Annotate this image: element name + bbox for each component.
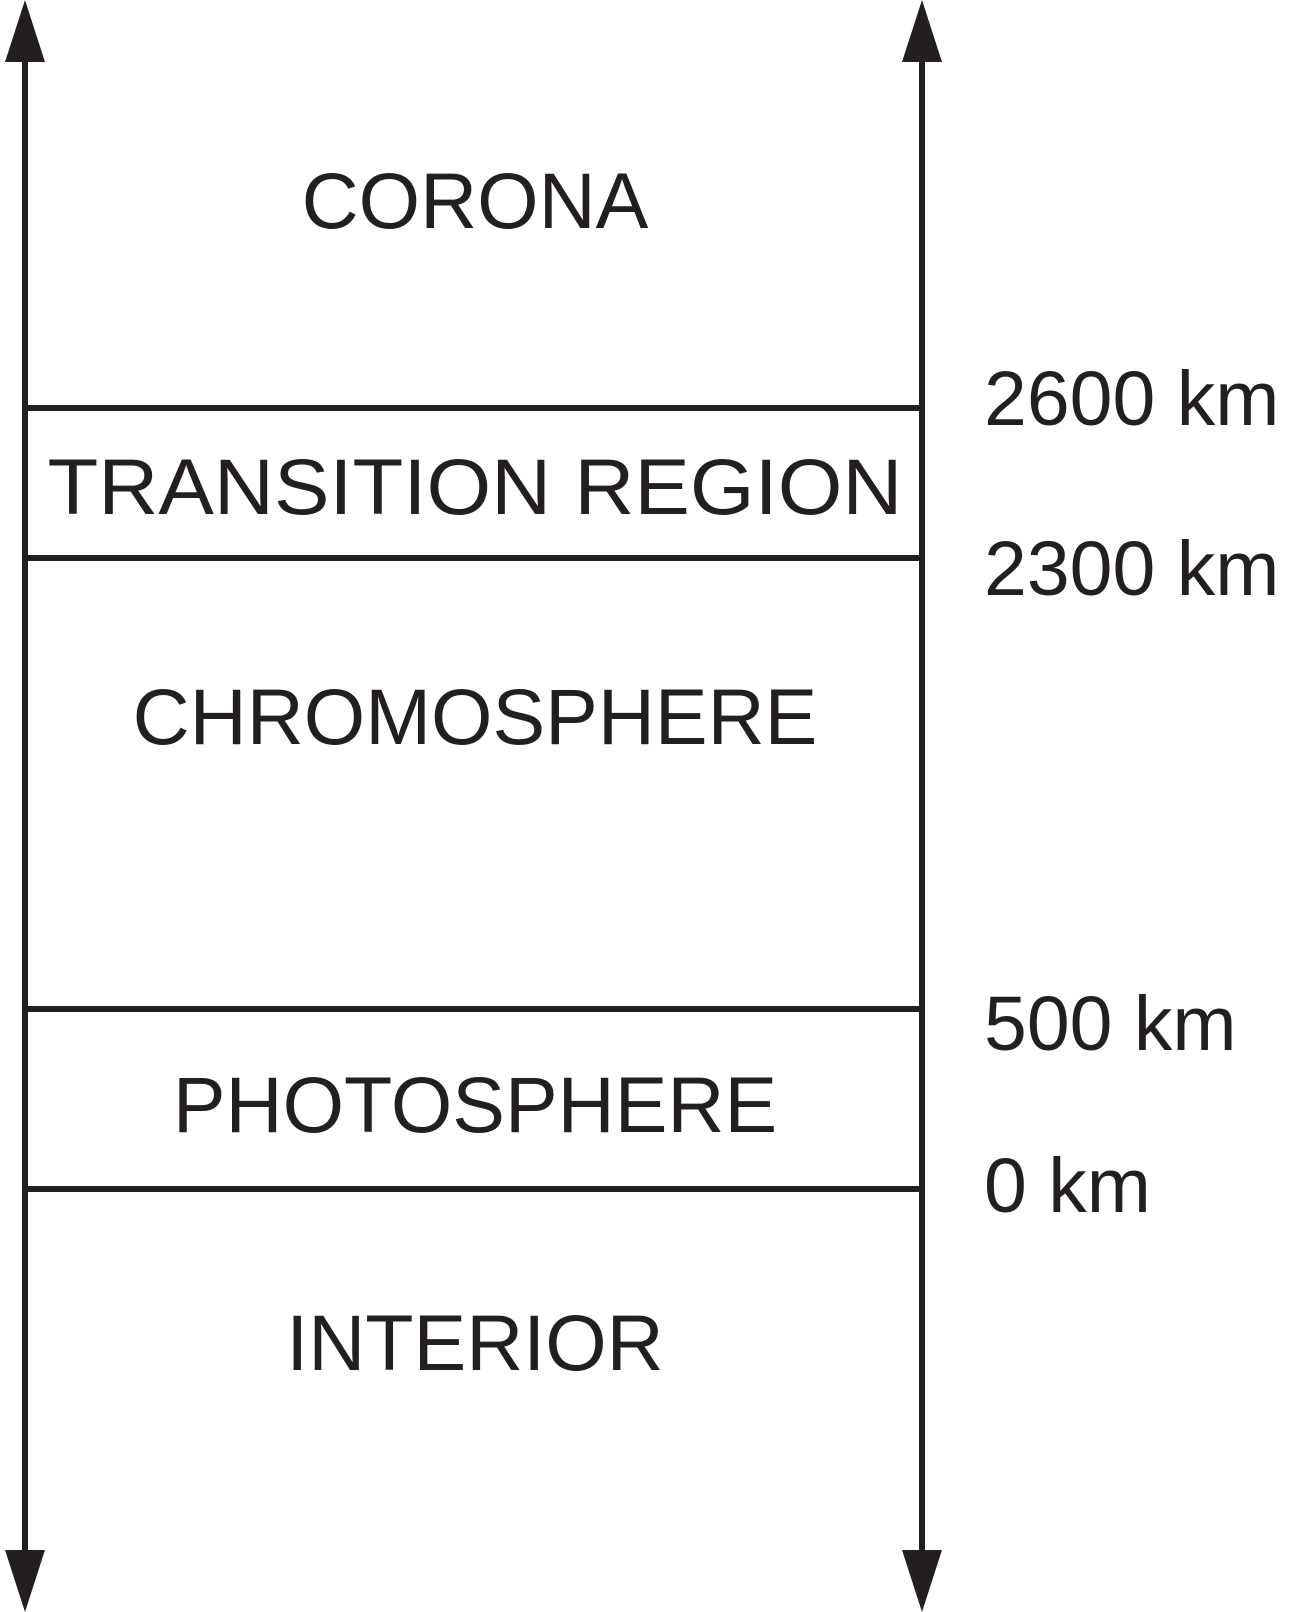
height-label-500km: 500 km <box>984 981 1237 1067</box>
height-label-2300km: 2300 km <box>984 526 1280 612</box>
left-axis-arrow <box>5 0 45 1612</box>
height-label-0km: 0 km <box>984 1143 1151 1229</box>
layer-label-transition-region: TRANSITION REGION <box>47 442 903 531</box>
right-axis-arrow <box>902 0 942 1612</box>
height-label-2600km: 2600 km <box>984 356 1280 442</box>
left-arrow-up-head <box>5 0 45 62</box>
layer-label-corona: CORONA <box>301 156 649 245</box>
left-arrow-down-head <box>5 1550 45 1612</box>
layer-label-chromosphere: CHROMOSPHERE <box>132 672 818 761</box>
layer-label-interior: INTERIOR <box>286 1298 664 1387</box>
right-arrow-down-head <box>902 1550 942 1612</box>
layer-label-photosphere: PHOTOSPHERE <box>172 1060 778 1149</box>
right-arrow-up-head <box>902 0 942 62</box>
